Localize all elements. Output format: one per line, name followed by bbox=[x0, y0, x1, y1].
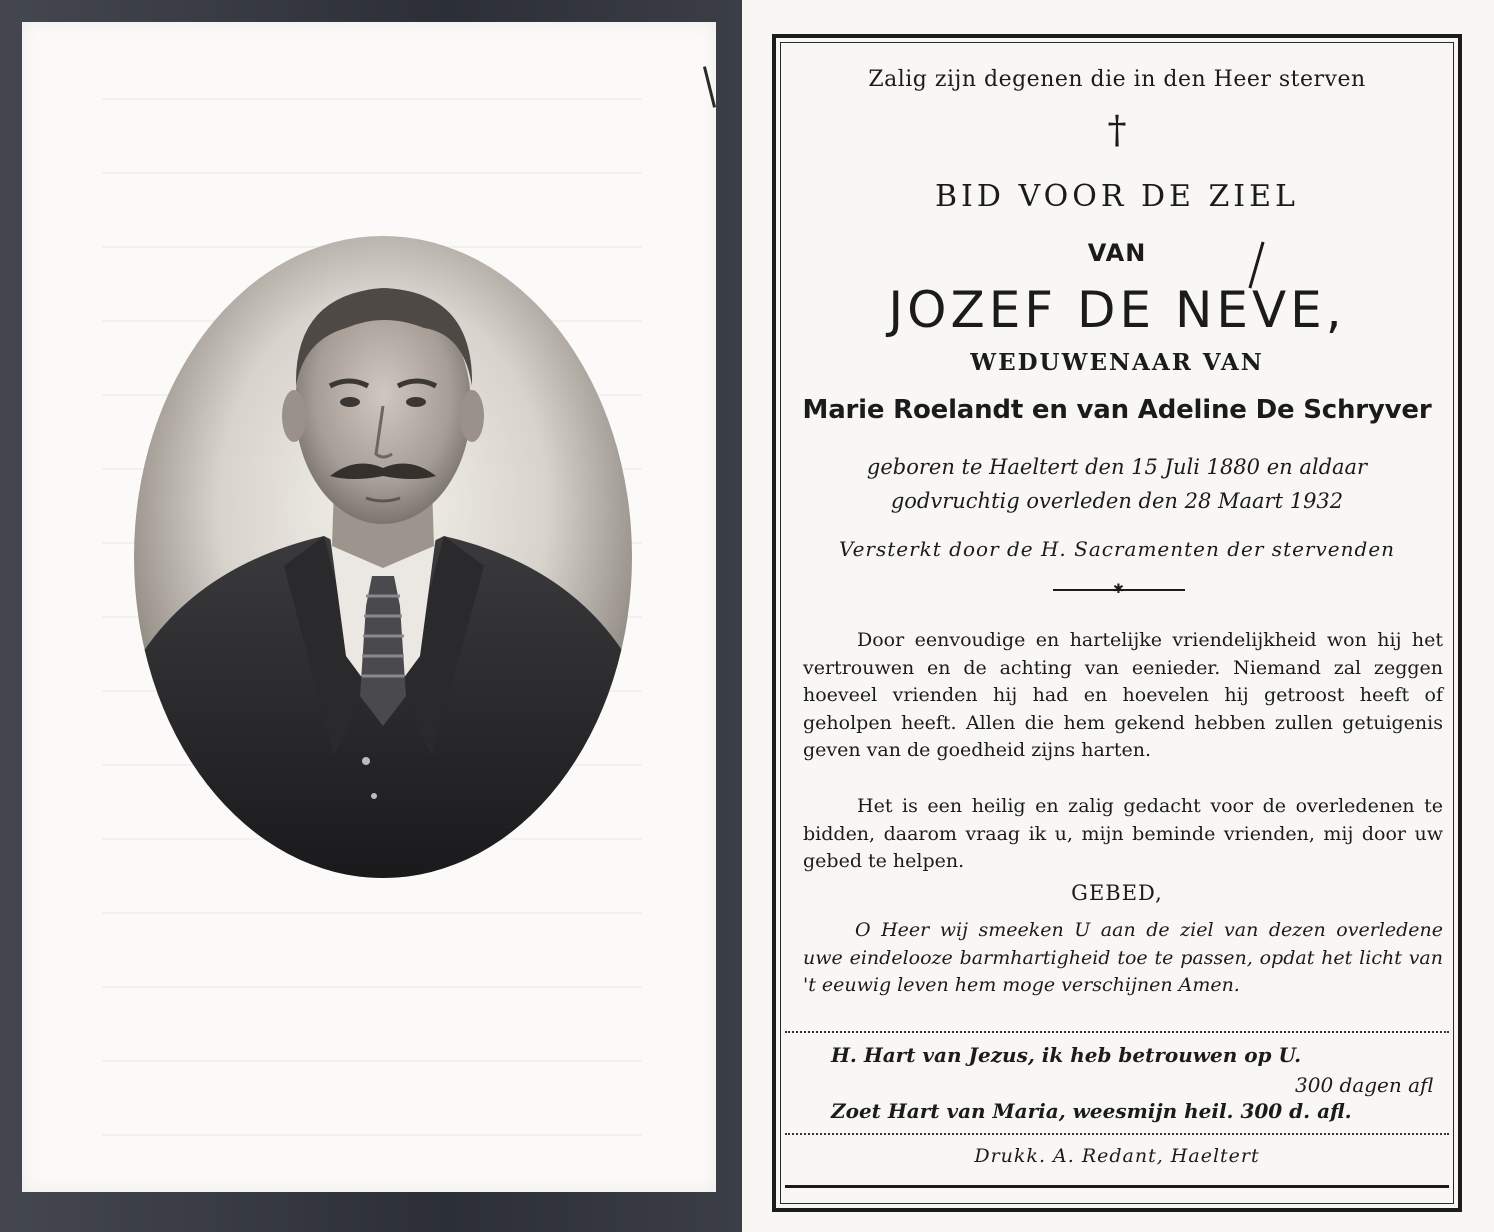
indulgence-days: 300 dagen afl bbox=[1295, 1073, 1434, 1097]
heading: BID VOOR DE ZIEL bbox=[935, 179, 1299, 214]
deceased-name: JOZEF DE NEVE, bbox=[888, 281, 1346, 339]
dotted-rule bbox=[785, 1031, 1449, 1033]
photo-card-paper bbox=[22, 22, 716, 1192]
mourning-border bbox=[772, 34, 1462, 1212]
sacraments-line: Versterkt door de H. Sacramenten der stervenden bbox=[838, 537, 1396, 561]
cross-icon: † bbox=[1107, 108, 1127, 152]
dotted-rule bbox=[785, 1133, 1449, 1135]
spouses-names: Marie Roelandt en van Adeline De Schryver bbox=[802, 395, 1432, 425]
tribute-paragraph: Door eenvoudige en hartelijke vriendelijkheid won hij het vertrouwen en de achting van eenieder. Niemand zal zeggen hoeveel vrienden hij had en hoevelen hij getroost heeft of geholpen heeft. Allen die hem gekend hebben zullen getuigenis geven van de goedheid zijns harten. bbox=[803, 629, 1443, 761]
indulgence-mary: Zoet Hart van Maria, weesmijn heil. 300 d. afl. bbox=[831, 1099, 1352, 1123]
van-label: VAN bbox=[1087, 239, 1147, 267]
death-line: godvruchtig overleden den 28 Maart 1932 bbox=[890, 489, 1344, 513]
inner-border bbox=[780, 42, 1454, 1204]
portrait-photo bbox=[134, 236, 632, 878]
prayer-heading: GEBED, bbox=[1071, 881, 1163, 905]
printer-credit: Drukk. A. Redant, Haeltert bbox=[974, 1145, 1260, 1167]
indulgence-sacred-heart: H. Hart van Jezus, ik heb betrouwen op U. bbox=[831, 1043, 1302, 1067]
motto: Zalig zijn degenen die in den Heer sterven bbox=[868, 67, 1366, 92]
ornament-star-icon: ✱ bbox=[1113, 582, 1124, 597]
prayer-request-paragraph: Het is een heilig en zalig gedacht voor de overledenen te bidden, daarom vraag ik u, mijn beminde vrienden, mij door uw gebed te helpen. bbox=[803, 795, 1443, 872]
memorial-card-text-side bbox=[742, 0, 1494, 1232]
prayer-text: O Heer wij smeeken U aan de ziel van dezen overledene uwe eindelooze barmhartigheid toe te passen, opdat het licht van 't eeuwig leven hem moge verschijnen Amen. bbox=[803, 919, 1443, 996]
widower-label: WEDUWENAAR VAN bbox=[970, 349, 1264, 376]
bottom-rule bbox=[785, 1185, 1449, 1188]
memorial-card-photo-side bbox=[0, 0, 742, 1232]
birth-line: geboren te Haeltert den 15 Juli 1880 en aldaar bbox=[866, 455, 1368, 479]
